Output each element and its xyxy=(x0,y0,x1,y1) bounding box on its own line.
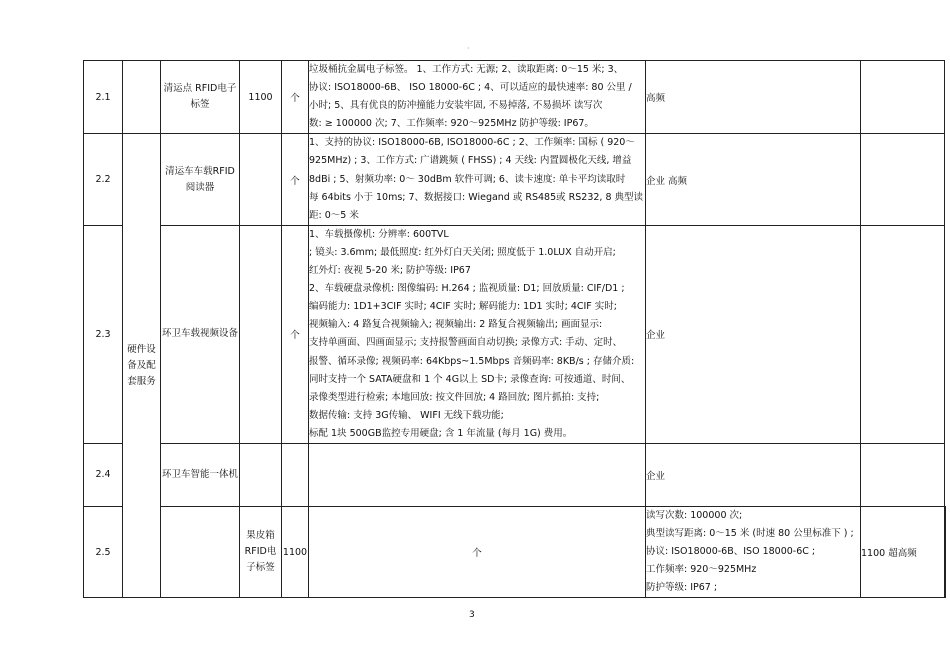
table-row xyxy=(84,506,946,597)
item-name: 果皮箱 RFID电子标签 xyxy=(240,506,282,597)
spec-line: 录像类型进行检索; 本地回放: 按文件回放; 4 路回放; 图片抓拍: 支持; xyxy=(309,391,600,403)
item-note: 企业 高频 xyxy=(646,134,861,225)
item-spec xyxy=(309,443,646,506)
item-note: 1100 超高频 xyxy=(861,506,945,597)
item-unit: 个 xyxy=(282,61,309,134)
spec-line: 编码能力: 1D1+3CIF 实时; 4CIF 实时; 解码能力: 1D1 实时; 4CIF 实时; xyxy=(309,301,617,313)
top-mark: · xyxy=(467,44,470,53)
row-number: 2.4 xyxy=(84,443,123,506)
spec-line: 报警、循环录像; 视频码率: 64Kbps~1.5Mbps 音频码率: 8KB/s ; 存储介质: xyxy=(309,355,635,367)
extra-cell xyxy=(945,506,946,597)
page-number: 3 xyxy=(469,610,475,620)
table-row xyxy=(84,61,946,134)
spec-line: 支持单画面、四画面显示; 支持报警画面自动切换; 录像方式: 手动、定时、 xyxy=(309,337,623,349)
spec-line: 数: ≥ 100000 次; 7、工作频率: 920～925MHz 防护等级: IP67。 xyxy=(309,118,594,130)
extra-cell xyxy=(861,61,945,134)
spec-line: 读写次数: 100000 次; xyxy=(646,509,743,521)
spec-line: ; 镜头: 3.6mm; 最低照度: 红外灯白天关闭; 照度低于 1.0LUX 自动开启; xyxy=(309,246,616,258)
item-quantity: 1100 xyxy=(240,61,282,134)
row-number: 2.2 xyxy=(84,134,123,225)
spec-line: 1、车载摄像机: 分辨率: 600TVL xyxy=(309,228,449,240)
table-row xyxy=(84,134,946,225)
spec-line: 同时支持一个 SATA硬盘和 1 个 4G以上 SD卡; 录像查询: 可按通道、时间、 xyxy=(309,373,631,385)
item-name: 环卫车智能一体机 xyxy=(161,443,240,506)
spec-line: 协议: ISO18000-6B、ISO 18000-6C ; xyxy=(646,546,816,558)
extra-cell xyxy=(861,225,945,443)
table-row xyxy=(84,443,946,506)
item-quantity xyxy=(240,443,282,506)
spec-line: 1、支持的协议: ISO18000-6B, ISO18000-6C ; 2、工作频率: 国标 ( 920～ xyxy=(309,137,635,149)
item-unit: 个 xyxy=(309,506,646,597)
item-name: 环卫车载视频设备 xyxy=(161,225,240,443)
row-number: 2.1 xyxy=(84,61,123,134)
spec-line: 垃圾桶抗金属电子标签。 1、工作方式: 无源; 2、读取距离: 0～15 米; 3、 xyxy=(309,64,624,75)
item-spec xyxy=(309,134,646,225)
spec-line: 小时; 5、具有优良的防冲撞能力安装牢固, 不易掉落, 不易损坏 读写次 xyxy=(309,100,603,112)
item-unit: 个 xyxy=(282,225,309,443)
spec-line: 典型读写距离: 0～15 米 (时速 80 公里标准下 ) ; xyxy=(646,528,854,540)
spec-line: 标配 1块 500GB监控专用硬盘; 含 1 年流量 (每月 1G) 费用。 xyxy=(309,427,573,439)
item-quantity xyxy=(240,134,282,225)
category-cell xyxy=(123,134,161,598)
item-unit xyxy=(282,443,309,506)
spec-line: 925MHz) ; 3、工作方式: 广谱跳频 ( FHSS) ; 4 天线: 内置圆极化天线, 增益 xyxy=(309,155,632,167)
spec-line: 防护等级: IP67 ; xyxy=(646,582,718,594)
spec-line: 协议: ISO18000-6B、 ISO 18000-6C ; 4、可以适应的最快速率: 80 公里 / xyxy=(309,82,632,94)
category-label: 硬件设备及配套服务 xyxy=(127,343,156,387)
item-note: 企业 xyxy=(646,443,861,506)
spec-line: 工作频率: 920～925MHz xyxy=(646,564,757,576)
item-spec xyxy=(646,506,861,597)
item-quantity: 1100 xyxy=(282,506,309,597)
spec-line: 距: 0～5 米 xyxy=(309,209,359,221)
spec-line: 2、车载硬盘录像机: 图像编码: H.264 ; 监视质量: D1; 回放质量: CIF/D1 ; xyxy=(309,283,625,295)
table-row xyxy=(84,225,946,443)
item-quantity xyxy=(240,225,282,443)
spec-line: 数据传输: 支持 3G传输、 WIFI 无线下载功能; xyxy=(309,409,504,421)
item-note: 企业 xyxy=(646,225,861,443)
spec-line: 8dBi ; 5、射频功率: 0～ 30dBm 软件可调; 6、读卡速度: 单卡平均读取时 xyxy=(309,173,626,185)
item-name: 清运点 RFID电子标签 xyxy=(161,61,240,134)
category-cell-top xyxy=(123,61,161,134)
item-name: 清运车车载RFID阅读器 xyxy=(161,134,240,225)
item-note: 高频 xyxy=(646,61,861,134)
spec-table xyxy=(83,60,946,598)
row-number: 2.3 xyxy=(84,225,123,443)
extra-cell xyxy=(861,134,945,225)
item-spec xyxy=(309,61,646,134)
item-spec xyxy=(309,225,646,443)
spec-line: 每 64bits 小于 10ms; 7、数据接口: Wiegand 或 RS485或 RS232, 8 典型读 xyxy=(309,191,644,203)
spec-line: 红外灯: 夜视 5-20 米; 防护等级: IP67 xyxy=(309,265,471,277)
category-cell-bottom xyxy=(161,506,240,597)
extra-cell xyxy=(861,443,945,506)
row-number: 2.5 xyxy=(84,506,123,597)
item-unit: 个 xyxy=(282,134,309,225)
spec-line: 视频输入: 4 路复合视频输入; 视频输出: 2 路复合视频输出; 画面显示: xyxy=(309,319,603,331)
